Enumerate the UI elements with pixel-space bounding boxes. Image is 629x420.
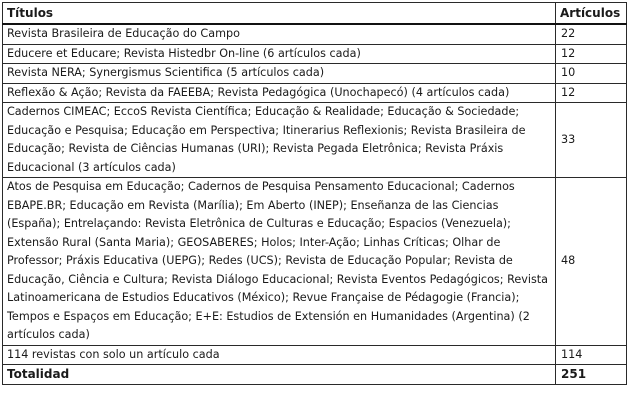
table-total-row (3, 365, 627, 385)
row-articles: 114 (556, 345, 627, 365)
row-articles: 48 (556, 178, 627, 346)
header-titles: Títulos (3, 3, 556, 25)
journals-table (2, 2, 627, 385)
header-articles: Artículos (556, 3, 627, 25)
row-titles: Revista Brasileira de Educação do Campo (3, 24, 556, 44)
row-articles: 10 (556, 64, 627, 84)
row-titles: 114 revistas con solo un artículo cada (3, 345, 556, 365)
table-row (3, 178, 627, 346)
table-header-row (3, 3, 627, 25)
row-articles: 33 (556, 103, 627, 178)
total-label: Totalidad (3, 365, 556, 385)
table-row (3, 103, 627, 178)
table-row (3, 83, 627, 103)
journals-table-container (2, 2, 626, 385)
table-row (3, 345, 627, 365)
row-titles: Reflexão & Ação; Revista da FAEEBA; Revista Pedagógica (Unochapecó) (4 artículos cada) (3, 83, 556, 103)
row-titles: Educere et Educare; Revista Histedbr On-line (6 artículos cada) (3, 44, 556, 64)
row-articles: 22 (556, 24, 627, 44)
row-titles: Revista NERA; Synergismus Scientifica (5 artículos cada) (3, 64, 556, 84)
total-value: 251 (556, 365, 627, 385)
row-articles: 12 (556, 83, 627, 103)
row-titles: Atos de Pesquisa em Educação; Cadernos de Pesquisa Pensamento Educacional; Cadernos EBAPE.BR; Educação em Revista (Marília); Em Aberto (INEP); Enseñanza de las Ciencias (España); Entrelaçando: Revista Eletrônica de Culturas e Educação; Espacios (Venezuela); Extensão Rural (Santa Maria); GEOSABERES; Holos; Inter-Ação; Linhas Críticas; Olhar de Professor; Práxis Educativa (UEPG); Redes (UCS); Revista de Educação Popular; Revista de Educação, Ciência e Cultura; Revista Diálogo Educacional; Revista Eventos Pedagógicos; Revista Latinoamericana de Estudios Educativos (México); Revue Française de Pédagogie (Francia); Tempos e Espaços em Educação; E+E: Estudios de Extensión en Humanidades (Argentina) (2 artículos cada) (3, 178, 556, 346)
table-row (3, 64, 627, 84)
table-row (3, 44, 627, 64)
row-titles: Cadernos CIMEAC; EccoS Revista Científica; Educação & Realidade; Educação & Sociedade; Educação e Pesquisa; Educação em Perspectiva; Itinerarius Reflexionis; Revista Brasileira de Educação; Revista de Ciências Humanas (URI); Revista Pegada Eletrônica; Revista Práxis Educacional (3 artículos cada) (3, 103, 556, 178)
row-articles: 12 (556, 44, 627, 64)
table-row (3, 24, 627, 44)
